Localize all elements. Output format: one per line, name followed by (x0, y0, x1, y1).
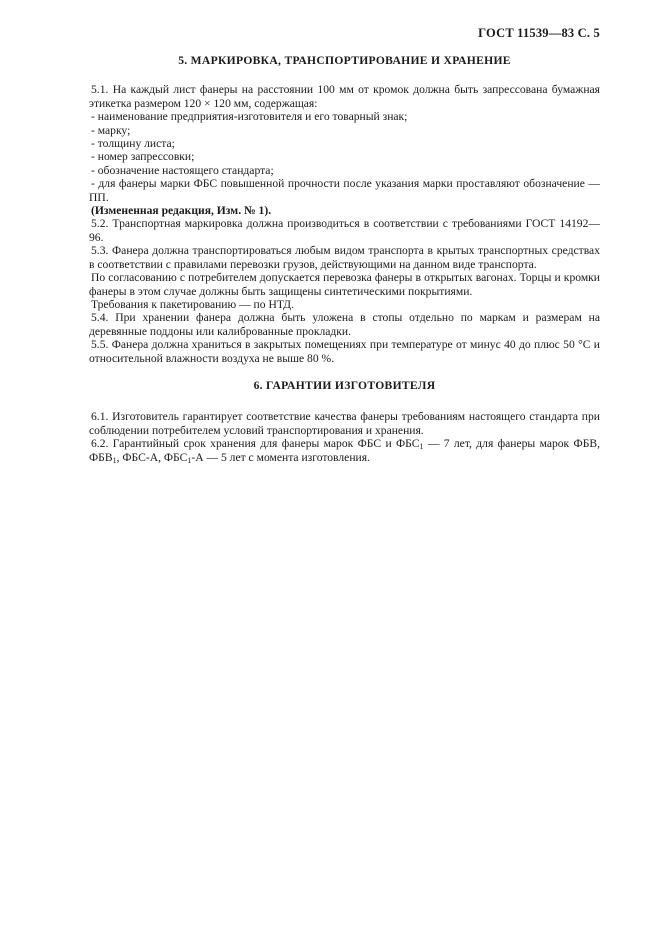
section-5-heading: 5. МАРКИРОВКА, ТРАНСПОРТИРОВАНИЕ И ХРАНЕНИЕ (178, 54, 511, 67)
clause-5-1: 5.1. На каждый лист фанеры на расстоянии 100 мм от кромок должна быть запрессована бумажная этикетка размером 120 × 120 мм, содержащая: (89, 83, 600, 110)
clause-6-2-part-b: — 7 лет, для фанеры марок ФБВ, ФБВ (89, 437, 600, 464)
clause-6-2-part-d: -А — 5 лет с момента изготовления. (191, 450, 370, 464)
subscript-1: 1 (112, 455, 117, 465)
list-item: - толщину листа; (91, 137, 175, 151)
subscript-1: 1 (187, 455, 192, 465)
clause-5-5: 5.5. Фанера должна храниться в закрытых помещениях при температуре от минус 40 до плюс 50 °С и относительной влажности воздуха не выше 80 %. (89, 338, 600, 365)
subscript-1: 1 (419, 442, 424, 452)
clause-5-3: 5.3. Фанера должна транспортироваться любым видом транспорта в крытых транспортных средствах в соответствии с правилами перевозки грузов, действующими на данном виде транспорта. (89, 244, 600, 271)
clause-5-4: 5.4. При хранении фанера должна быть уложена в стопы отдельно по маркам и размерам на деревянные поддоны или калиброванные прокладки. (89, 311, 600, 338)
list-item: - наименование предприятия-изготовителя и его товарный знак; (91, 110, 408, 124)
clause-5-3-packaging: Требования к пакетированию — по НТД. (91, 297, 294, 311)
list-item: - номер запрессовки; (91, 150, 195, 164)
edition-note: (Измененная редакция, Изм. № 1). (91, 204, 272, 218)
clause-6-2 (89, 437, 600, 464)
clause-6-2-part-a: 6.2. Гарантийный срок хранения для фанеры марок ФБС и ФБС (91, 437, 420, 451)
clause-5-2: 5.2. Транспортная маркировка должна производиться в соответствии с требованиями ГОСТ 14192—96. (89, 217, 600, 244)
label-contents-list (89, 110, 600, 204)
list-item: - для фанеры марки ФБС повышенной прочности после указания марки проставляют обозначение — ПП. (89, 177, 600, 204)
running-header: ГОСТ 11539—83 С. 5 (478, 26, 600, 40)
clause-5-3-open-wagons: По согласованию с потребителем допускается перевозка фанеры в открытых вагонах. Торцы и кромки фанеры в этом случае должны быть защищены синтетическими покрытиями. (89, 271, 600, 298)
clause-6-1: 6.1. Изготовитель гарантирует соответствие качества фанеры требованиям настоящего стандарта при соблюдении потребителем условий транспортирования и хранения. (89, 410, 600, 437)
clause-6-2-part-c: , ФБС-А, ФБС (116, 450, 188, 464)
section-6-heading: 6. ГАРАНТИИ ИЗГОТОВИТЕЛЯ (253, 378, 436, 392)
page-content (89, 54, 600, 464)
list-item: - обозначение настоящего стандарта; (91, 163, 274, 177)
list-item: - марку; (91, 123, 131, 137)
